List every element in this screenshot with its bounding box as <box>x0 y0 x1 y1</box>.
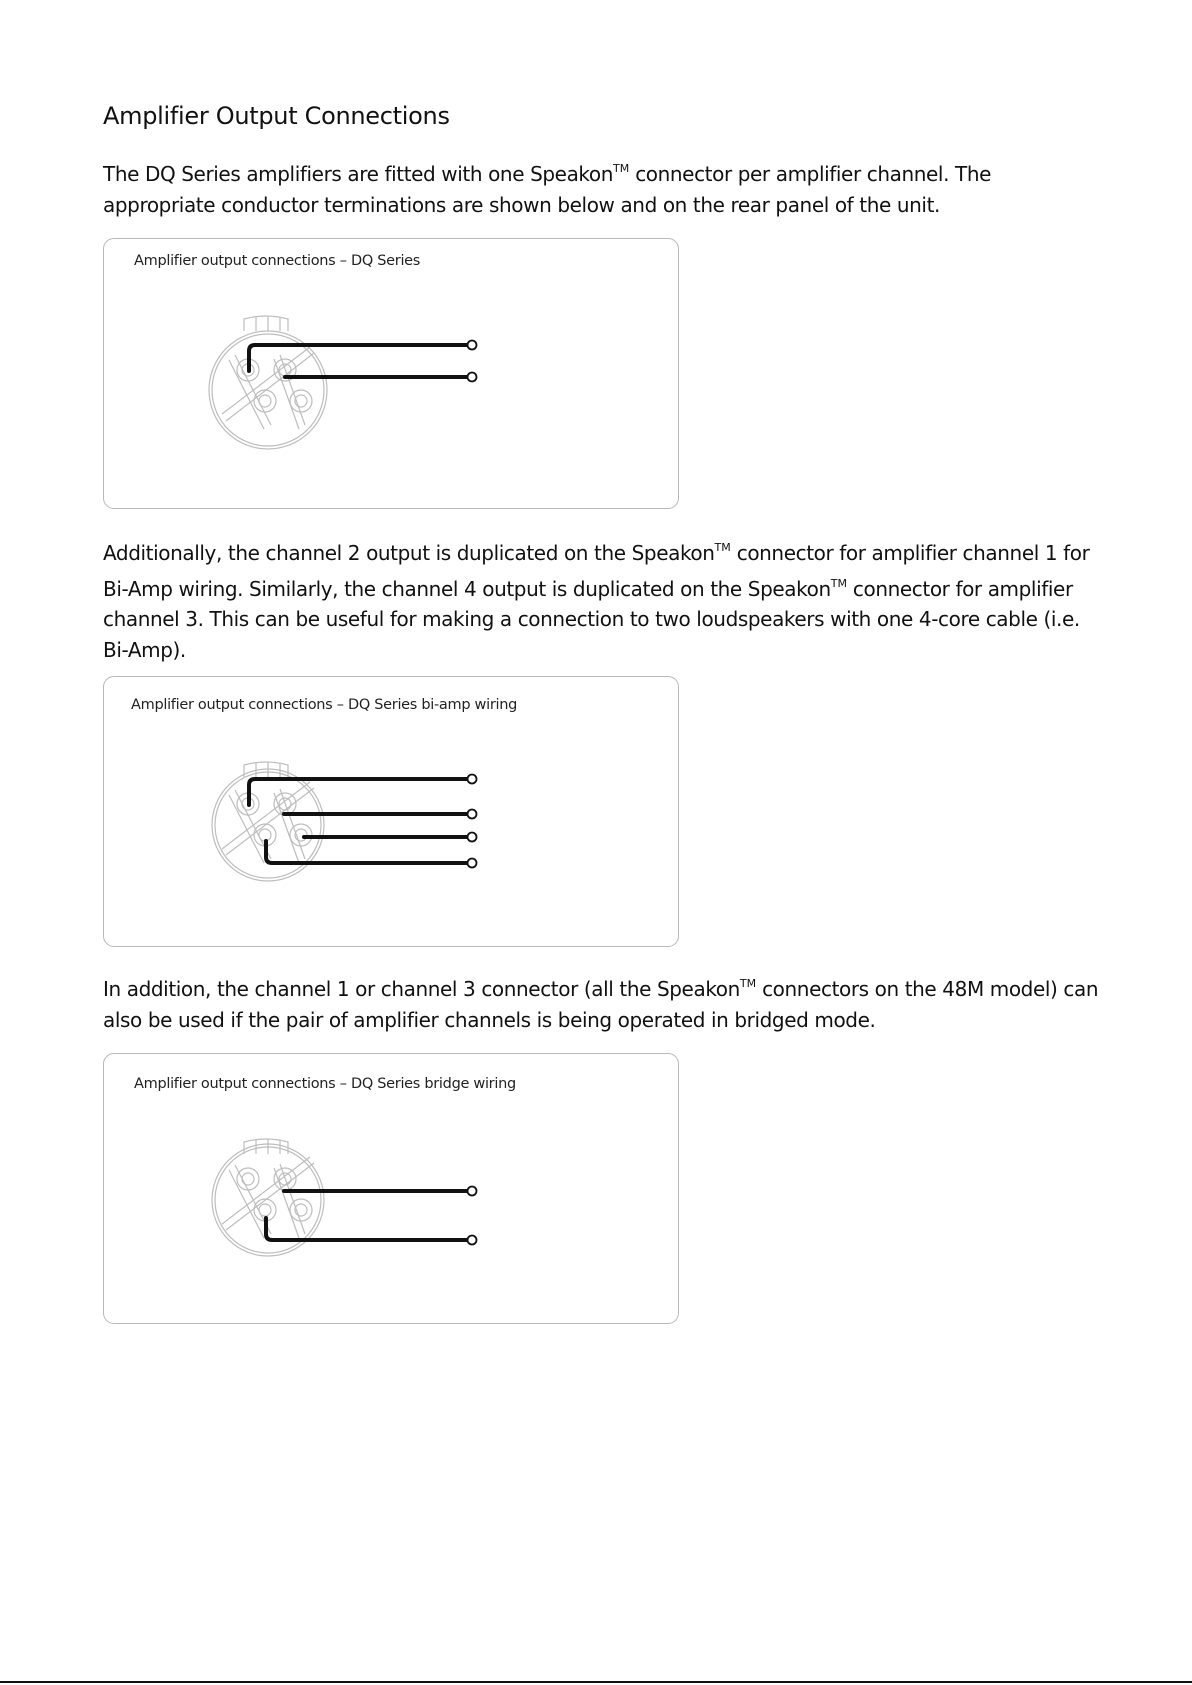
figure-bi-amp-wiring <box>103 676 679 947</box>
intro-text-b: connector per amplifier channel. The appropriate conductor terminations are shown below and on the rear panel of the unit. <box>103 162 991 217</box>
intro-paragraph <box>103 154 1103 220</box>
bi-amp-text-c: connector for amplifier channel 3. This can be useful for making a connection to two loudspeakers with one 4-core cable (i.e. Bi-Amp). <box>103 576 1080 662</box>
trademark-mark: TM <box>714 541 731 554</box>
bridge-text-b: connectors on the 48M model) can also be used if the pair of amplifier channels is being operated in bridged mode. <box>103 977 1099 1032</box>
wire-terminals <box>266 1191 467 1240</box>
figure-dq-series <box>103 238 679 509</box>
footer-rule <box>0 1681 1192 1683</box>
bridge-paragraph <box>103 969 1103 1035</box>
bi-amp-paragraph <box>103 533 1103 665</box>
figure-caption: Amplifier output connections – DQ Series bi-amp wiring <box>131 697 518 713</box>
figure-bridge-wiring <box>103 1053 679 1324</box>
wire-terminals <box>249 779 467 863</box>
speakon-diagram-bridge <box>104 1054 680 1325</box>
trademark-mark: TM <box>613 162 630 175</box>
speakon-diagram-bi-amp <box>104 677 680 948</box>
figure-caption: Amplifier output connections – DQ Series bridge wiring <box>134 1076 516 1092</box>
bi-amp-text-a: Additionally, the channel 2 output is duplicated on the Speakon <box>103 541 715 565</box>
bi-amp-text-b: connector for amplifier channel 1 for Bi-Amp wiring. Similarly, the channel 4 output is duplicated on the Speakon <box>103 541 1090 601</box>
speakon-diagram-standard <box>104 239 680 510</box>
trademark-mark: TM <box>830 576 847 590</box>
page-heading: Amplifier Output Connections <box>103 102 450 130</box>
intro-text-a: The DQ Series amplifiers are fitted with one Speakon <box>103 162 614 186</box>
speakon-connector-icon <box>209 316 327 449</box>
bridge-text-a: In addition, the channel 1 or channel 3 connector (all the Speakon <box>103 977 740 1001</box>
figure-caption: Amplifier output connections – DQ Series <box>134 253 421 269</box>
trademark-mark: TM <box>739 977 757 990</box>
